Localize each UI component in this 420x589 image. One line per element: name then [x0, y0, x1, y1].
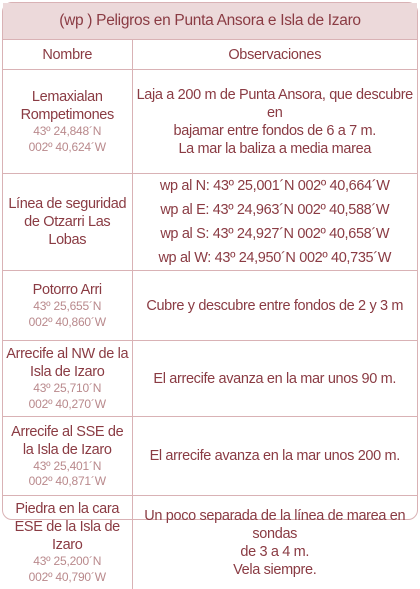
- observation-cell: [132, 70, 417, 174]
- observation-cell: [132, 341, 417, 417]
- table-row: [3, 174, 417, 271]
- table-title: (wp ) Peligros en Punta Ansora e Isla de Izaro: [3, 3, 417, 40]
- hazard-longitude: 002º 40,624´W: [5, 140, 130, 156]
- hazard-name: Piedra en la cara ESE de la Isla de Izaro: [5, 500, 130, 554]
- hazard-longitude: 002º 40,871´W: [5, 474, 130, 490]
- observation-cell: [132, 174, 417, 271]
- hazard-latitude: 43º 25,200´N: [5, 554, 130, 570]
- hazard-latitude: 43º 25,401´N: [5, 459, 130, 475]
- observation-cell: [132, 271, 417, 341]
- hazard-latitude: 43º 25,655´N: [5, 299, 130, 315]
- hazard-name: Arrecife al SSE de la Isla de Izaro: [5, 423, 130, 459]
- hazard-name: Línea de seguridad de Otzarri Las Lobas: [5, 195, 130, 249]
- hazard-longitude: 002º 40,270´W: [5, 397, 130, 413]
- observation-line: El arrecife avanza en la mar unos 90 m.: [137, 370, 414, 388]
- observation-cell: [132, 417, 417, 496]
- hazards-table-card: [2, 2, 418, 520]
- waypoint-line: wp al E: 43º 24,963´N 002º 40,588´W: [137, 198, 414, 222]
- hazards-table: [3, 40, 417, 589]
- hazard-name-cell: [3, 174, 132, 271]
- hazard-name-cell: [3, 341, 132, 417]
- observation-line: Laja a 200 m de Punta Ansora, que descubre en: [137, 86, 414, 122]
- column-header-name: Nombre: [3, 40, 132, 70]
- observation-line: La mar la baliza a media marea: [137, 140, 414, 158]
- hazard-latitude: 43º 24,848´N: [5, 124, 130, 140]
- hazard-name-cell: [3, 70, 132, 174]
- table-row: [3, 271, 417, 341]
- hazard-longitude: 002º 40,860´W: [5, 315, 130, 331]
- hazard-name: Arrecife al NW de la Isla de Izaro: [5, 345, 130, 381]
- observation-line: Vela siempre.: [137, 561, 414, 579]
- hazard-latitude: 43º 25,710´N: [5, 381, 130, 397]
- column-header-observations: Observaciones: [132, 40, 417, 70]
- table-row: [3, 417, 417, 496]
- waypoint-line: wp al W: 43º 24,950´N 002º 40,735´W: [137, 246, 414, 270]
- observation-cell: [132, 496, 417, 589]
- table-row: [3, 341, 417, 417]
- observation-line: El arrecife avanza en la mar unos 200 m.: [137, 447, 414, 465]
- observation-line: de 3 a 4 m.: [137, 543, 414, 561]
- hazard-name-cell: [3, 417, 132, 496]
- observation-line: Cubre y descubre entre fondos de 2 y 3 m: [137, 297, 414, 315]
- hazard-name: Lemaxialan Rompetimones: [5, 88, 130, 124]
- hazard-longitude: 002º 40,790´W: [5, 570, 130, 586]
- hazard-name: Potorro Arri: [5, 281, 130, 299]
- table-row: [3, 70, 417, 174]
- waypoint-line: wp al N: 43º 25,001´N 002º 40,664´W: [137, 174, 414, 198]
- table-row: [3, 496, 417, 589]
- observation-line: Un poco separada de la línea de marea en sondas: [137, 507, 414, 543]
- waypoint-line: wp al S: 43º 24,927´N 002º 40,658´W: [137, 222, 414, 246]
- hazard-name-cell: [3, 496, 132, 589]
- observation-line: bajamar entre fondos de 6 a 7 m.: [137, 122, 414, 140]
- hazard-name-cell: [3, 271, 132, 341]
- header-row: [3, 40, 417, 70]
